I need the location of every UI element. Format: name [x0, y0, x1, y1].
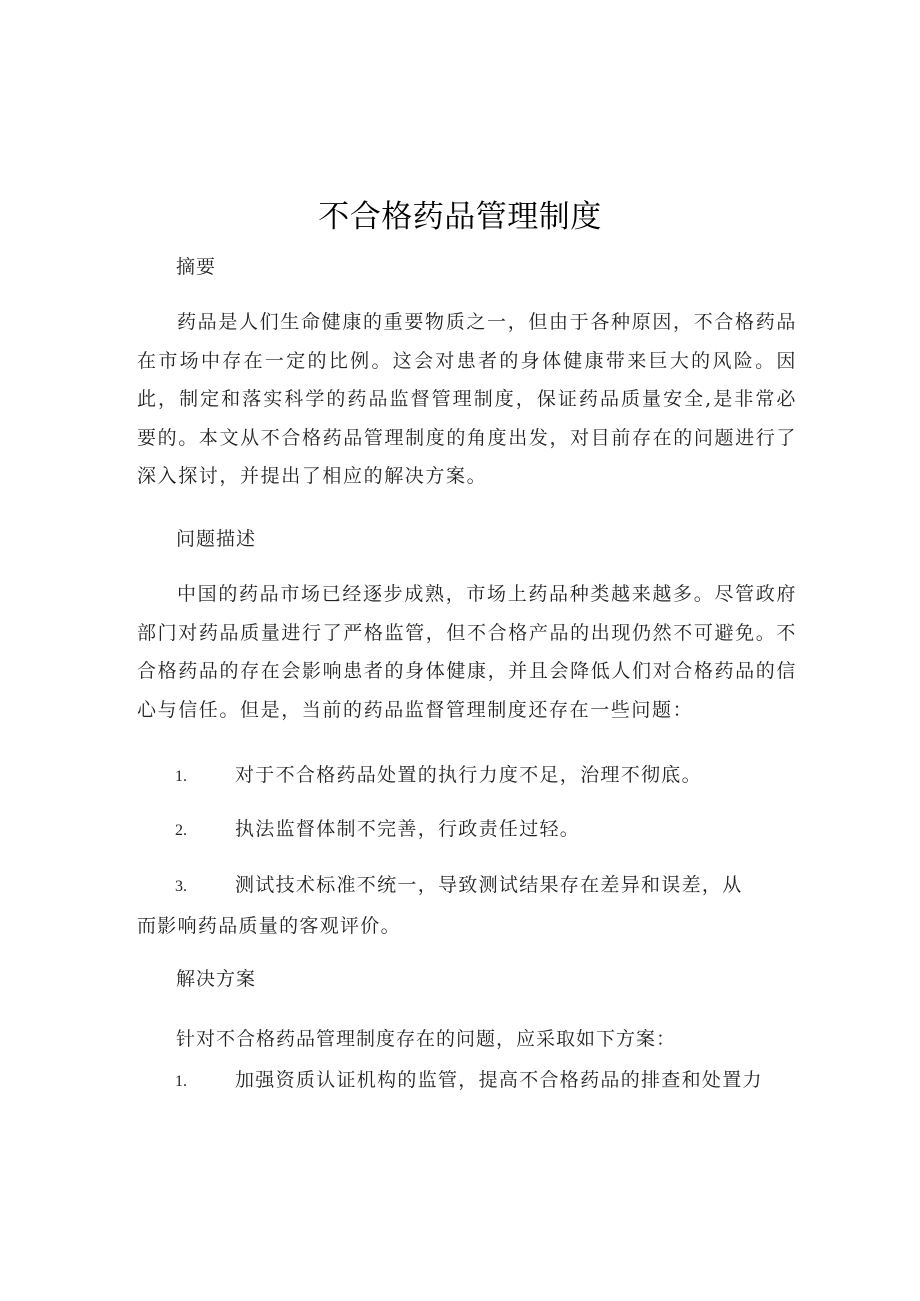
list-text: 加强资质认证机构的监管，提高不合格药品的排查和处置力: [235, 1069, 763, 1091]
list-number: 2.: [175, 822, 187, 839]
solution-list-item: [137, 1061, 797, 1102]
problem-list-item: [137, 866, 797, 945]
list-text: 执法监督体制不完善，行政责任过轻。: [235, 818, 581, 840]
solution-intro: 针对不合格药品管理制度存在的问题，应采取如下方案：: [176, 1028, 677, 1050]
solution-heading: 解决方案: [176, 968, 257, 990]
list-text: 测试技术标准不统一，导致测试结果存在差异和误差，从: [235, 874, 743, 896]
list-number: 1.: [175, 1073, 187, 1090]
problem-paragraph: 中国的药品市场已经逐步成熟，市场上药品种类越来越多。尽管政府部门对药品质量进行了严格监管，但不合格产品的出现仍然不可避免。不合格药品的存在会影响患者的身体健康，并且会降低人们对合格药品的信心与信任。但是，当前的药品监督管理制度还存在一些问题：: [137, 583, 797, 721]
problem-list-item: [137, 810, 797, 851]
list-number: 3.: [175, 878, 187, 895]
problem-heading: 问题描述: [176, 528, 257, 550]
abstract-heading: 摘要: [176, 256, 217, 278]
document-title: 不合格药品管理制度: [318, 199, 602, 235]
list-text: 对于不合格药品处置的执行力度不足，治理不彻底。: [235, 764, 702, 786]
problem-list-item: [137, 756, 797, 797]
abstract-paragraph: 药品是人们生命健康的重要物质之一，但由于各种原因，不合格药品在市场中存在一定的比例。这会对患者的身体健康带来巨大的风险。因此，制定和落实科学的药品监督管理制度，保证药品质量安全,是非常必要的。本文从不合格药品管理制度的角度出发，对目前存在的问题进行了深入探讨，并提出了相应的解决方案。: [137, 311, 797, 487]
list-number: 1.: [175, 768, 187, 785]
list-text-continuation: 而影响药品质量的客观评价。: [137, 914, 401, 937]
